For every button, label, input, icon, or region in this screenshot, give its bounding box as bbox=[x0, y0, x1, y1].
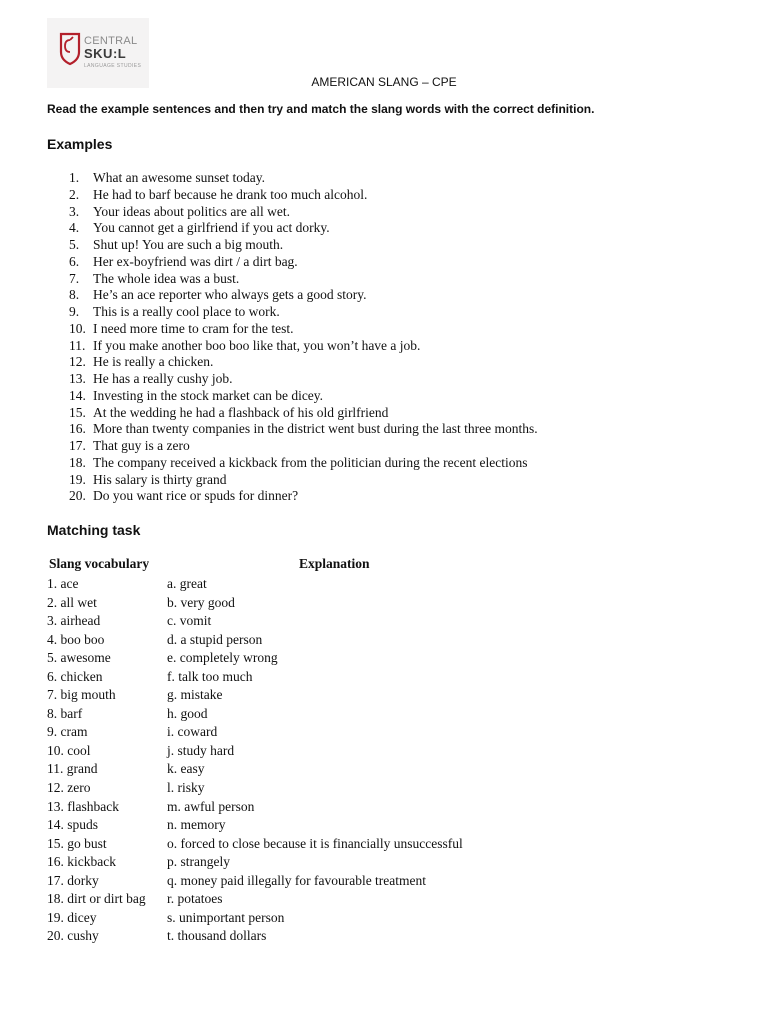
example-number: 10. bbox=[69, 320, 86, 336]
example-number: 7. bbox=[69, 270, 80, 286]
example-sentence bbox=[47, 170, 538, 187]
example-sentence bbox=[47, 438, 538, 455]
example-number: 9. bbox=[69, 304, 80, 319]
instructions-text: Read the example sentences and then try and match the slang words with the correct definition. bbox=[47, 102, 595, 116]
slang-term: 7. big mouth bbox=[47, 687, 116, 703]
example-sentence bbox=[47, 405, 538, 422]
definition: f. talk too much bbox=[167, 668, 253, 684]
slang-term: 10. cool bbox=[47, 742, 91, 758]
definition: d. a stupid person bbox=[167, 631, 263, 647]
example-number: 11. bbox=[69, 337, 86, 353]
slang-term: 11. grand bbox=[47, 761, 98, 777]
example-text: More than twenty companies in the district went bust during the last three months. bbox=[93, 421, 538, 437]
definition: m. awful person bbox=[167, 798, 255, 814]
example-sentence bbox=[47, 304, 538, 321]
example-text: The whole idea was a bust. bbox=[93, 270, 240, 286]
example-text: He had to barf because he drank too much alcohol. bbox=[93, 186, 368, 202]
example-text: Do you want rice or spuds for dinner? bbox=[93, 488, 299, 504]
page-title: AMERICAN SLANG – CPE bbox=[311, 75, 457, 89]
example-text: The company received a kickback from the politician during the recent elections bbox=[93, 454, 528, 470]
example-sentence bbox=[47, 455, 538, 472]
definition: c. vomit bbox=[167, 613, 212, 629]
example-text: Your ideas about politics are all wet. bbox=[93, 203, 290, 219]
example-text: Her ex-boyfriend was dirt / a dirt bag. bbox=[93, 253, 298, 269]
example-sentence bbox=[47, 421, 538, 438]
definition: g. mistake bbox=[167, 687, 223, 703]
definition: e. completely wrong bbox=[167, 650, 278, 666]
definition: p. strangely bbox=[167, 854, 230, 870]
example-number: 12. bbox=[69, 354, 86, 370]
slang-term: 5. awesome bbox=[47, 650, 111, 666]
example-sentence bbox=[47, 371, 538, 388]
definition: a. great bbox=[167, 576, 207, 591]
slang-term: 2. all wet bbox=[47, 594, 97, 610]
example-sentence bbox=[47, 321, 538, 338]
example-sentence bbox=[47, 472, 538, 489]
example-sentence bbox=[47, 287, 538, 304]
example-number: 1. bbox=[69, 170, 80, 185]
definition: t. thousand dollars bbox=[167, 928, 267, 944]
example-text: He has a really cushy job. bbox=[93, 371, 233, 386]
definition: n. memory bbox=[167, 817, 226, 833]
example-number: 15. bbox=[69, 404, 86, 420]
example-text: At the wedding he had a flashback of his old girlfriend bbox=[93, 404, 389, 420]
example-text: That guy is a zero bbox=[93, 438, 190, 453]
definition: q. money paid illegally for favourable treatment bbox=[167, 872, 427, 888]
example-sentence bbox=[47, 338, 538, 355]
slang-term: 20. cushy bbox=[47, 928, 99, 944]
slang-term: 15. go bust bbox=[47, 835, 107, 851]
example-number: 5. bbox=[69, 237, 80, 252]
example-text: He’s an ace reporter who always gets a good story. bbox=[93, 287, 367, 303]
definition: b. very good bbox=[167, 594, 235, 610]
example-number: 18. bbox=[69, 454, 86, 470]
explanation-header: Explanation bbox=[299, 556, 370, 571]
slang-vocabulary-header: Slang vocabulary bbox=[49, 556, 150, 571]
slang-term: 19. dicey bbox=[47, 909, 97, 925]
example-sentence bbox=[47, 237, 538, 254]
example-number: 19. bbox=[69, 471, 86, 487]
slang-term: 13. flashback bbox=[47, 798, 119, 814]
logo-text-tagline: LANGUAGE STUDIES bbox=[84, 63, 142, 69]
example-number: 16. bbox=[69, 421, 86, 437]
example-text: You cannot get a girlfriend if you act dorky. bbox=[93, 220, 330, 236]
definition: h. good bbox=[167, 705, 208, 721]
definition: i. coward bbox=[167, 724, 218, 740]
logo-text-skul: SKU:L bbox=[84, 46, 127, 61]
examples-list bbox=[47, 170, 538, 505]
definition: o. forced to close because it is financially unsuccessful bbox=[167, 835, 463, 851]
example-text: If you make another boo boo like that, you won’t have a job. bbox=[93, 337, 421, 353]
slang-term: 18. dirt or dirt bag bbox=[47, 891, 146, 907]
example-sentence bbox=[47, 354, 538, 371]
example-number: 13. bbox=[69, 371, 86, 386]
slang-term: 16. kickback bbox=[47, 854, 116, 870]
example-number: 6. bbox=[69, 253, 80, 269]
example-text: He is really a chicken. bbox=[93, 354, 214, 370]
example-number: 4. bbox=[69, 220, 80, 236]
slang-term: 3. airhead bbox=[47, 613, 101, 629]
example-number: 8. bbox=[69, 287, 80, 303]
example-sentence bbox=[47, 254, 538, 271]
definition: s. unimportant person bbox=[167, 909, 285, 925]
example-number: 3. bbox=[69, 203, 80, 219]
matching-heading: Matching task bbox=[47, 522, 141, 538]
definition: j. study hard bbox=[167, 742, 235, 758]
slang-term: 4. boo boo bbox=[47, 631, 105, 647]
example-text: This is a really cool place to work. bbox=[93, 304, 280, 319]
shield-icon bbox=[59, 32, 81, 66]
example-number: 14. bbox=[69, 387, 86, 403]
example-text: Shut up! You are such a big mouth. bbox=[93, 237, 284, 252]
example-sentence bbox=[47, 220, 538, 237]
slang-term: 6. chicken bbox=[47, 668, 103, 684]
definition: k. easy bbox=[167, 761, 205, 777]
slang-term: 17. dorky bbox=[47, 872, 99, 888]
example-sentence bbox=[47, 271, 538, 288]
slang-term: 12. zero bbox=[47, 780, 91, 796]
slang-term: 8. barf bbox=[47, 705, 83, 721]
examples-heading: Examples bbox=[47, 136, 113, 152]
example-sentence bbox=[47, 488, 538, 505]
example-text: Investing in the stock market can be dicey. bbox=[93, 387, 324, 403]
example-number: 20. bbox=[69, 488, 86, 504]
example-sentence bbox=[47, 388, 538, 405]
example-text: I need more time to cram for the test. bbox=[93, 320, 294, 336]
slang-term: 14. spuds bbox=[47, 817, 99, 833]
example-sentence bbox=[47, 204, 538, 221]
definition: r. potatoes bbox=[167, 891, 223, 907]
example-text: His salary is thirty grand bbox=[93, 471, 227, 487]
example-text: What an awesome sunset today. bbox=[93, 170, 265, 185]
example-number: 17. bbox=[69, 438, 86, 453]
example-sentence bbox=[47, 187, 538, 204]
example-number: 2. bbox=[69, 186, 80, 202]
slang-term: 1. ace bbox=[47, 576, 79, 591]
logo-text-central: CENTRAL bbox=[84, 35, 138, 47]
slang-term: 9. cram bbox=[47, 724, 88, 740]
definition: l. risky bbox=[167, 780, 205, 796]
